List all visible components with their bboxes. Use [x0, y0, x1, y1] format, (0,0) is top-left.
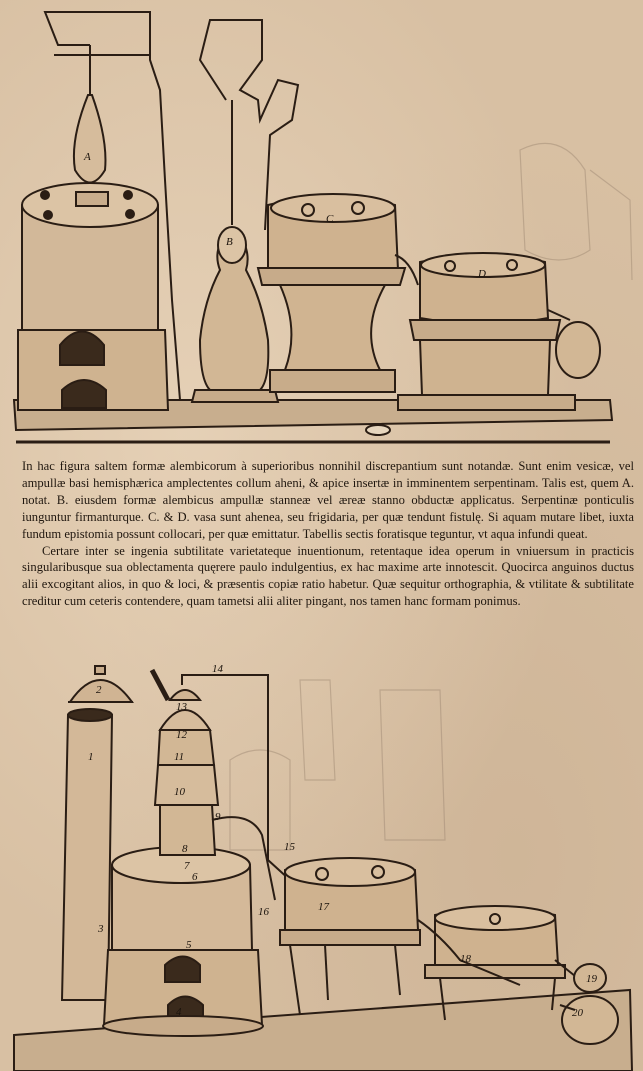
label-13: 13 [176, 701, 187, 713]
latin-text-block [22, 458, 634, 610]
label-A: A [84, 151, 91, 163]
label-9: 9 [215, 811, 221, 823]
label-6: 6 [192, 871, 198, 883]
label-1: 1 [88, 751, 94, 763]
label-16: 16 [258, 906, 269, 918]
label-4: 4 [176, 1006, 182, 1018]
label-12: 12 [176, 729, 187, 741]
label-18: 18 [460, 953, 471, 965]
label-19: 19 [586, 973, 597, 985]
label-5: 5 [186, 939, 192, 951]
label-11: 11 [174, 751, 185, 763]
label-14: 14 [212, 663, 223, 675]
label-D: D [478, 268, 486, 280]
label-2: 2 [96, 684, 102, 696]
label-8: 8 [182, 843, 188, 855]
paragraph-1: In hac figura saltem formæ alembicorum à superioribus nonnihil discrepantium sunt notandæ. Sunt enim vesicæ, vel ampullæ basi hemisphærica amplectentes collum aheni, & apice insertæ in imminentem serpentinam. Talis est, quem A. notat. B. eiusdem formæ alembicus ampullæ stanneæ vel æreæ stanno obductæ applicatus. Serpentinæ ponticulis iunguntur firmanturque. C. & D. vasa sunt ahenea, seu frigidaria, per quæ tendunt fistulę. Si aquam mutare libet, iuxta fundum epistomia possunt collocari, per quæ emittatur. Tabellis sectis foratisque teguntur, vt aqua infundi queat. [22, 459, 634, 541]
label-10: 10 [174, 786, 185, 798]
label-20: 20 [572, 1007, 583, 1019]
label-7: 7 [184, 860, 190, 872]
label-3: 3 [98, 923, 104, 935]
bottom-woodcut-illustration [0, 660, 643, 1071]
label-15: 15 [284, 841, 295, 853]
label-C: C [326, 213, 334, 225]
label-17: 17 [318, 901, 329, 913]
paragraph-2: Certare inter se ingenia subtilitate varietateque inuentionum, retentaque idea operum in vniuersum in practicis singularibusque sua oblectamenta quęrere paulo indulgentius, ex hac maxime arte innotescit. Quocirca anguinos ductus alii excogitant alios, in quo & loci, & præsentis copiæ ratio habetur. Quæ sequitur orthographia, & vtilitate & subtilitate creditur cum ceteris contendere, quam tametsi alii aliter pingant, nos tamen hanc formam ponimus. [22, 543, 634, 609]
top-woodcut-illustration [0, 0, 643, 450]
label-B: B [226, 236, 233, 248]
